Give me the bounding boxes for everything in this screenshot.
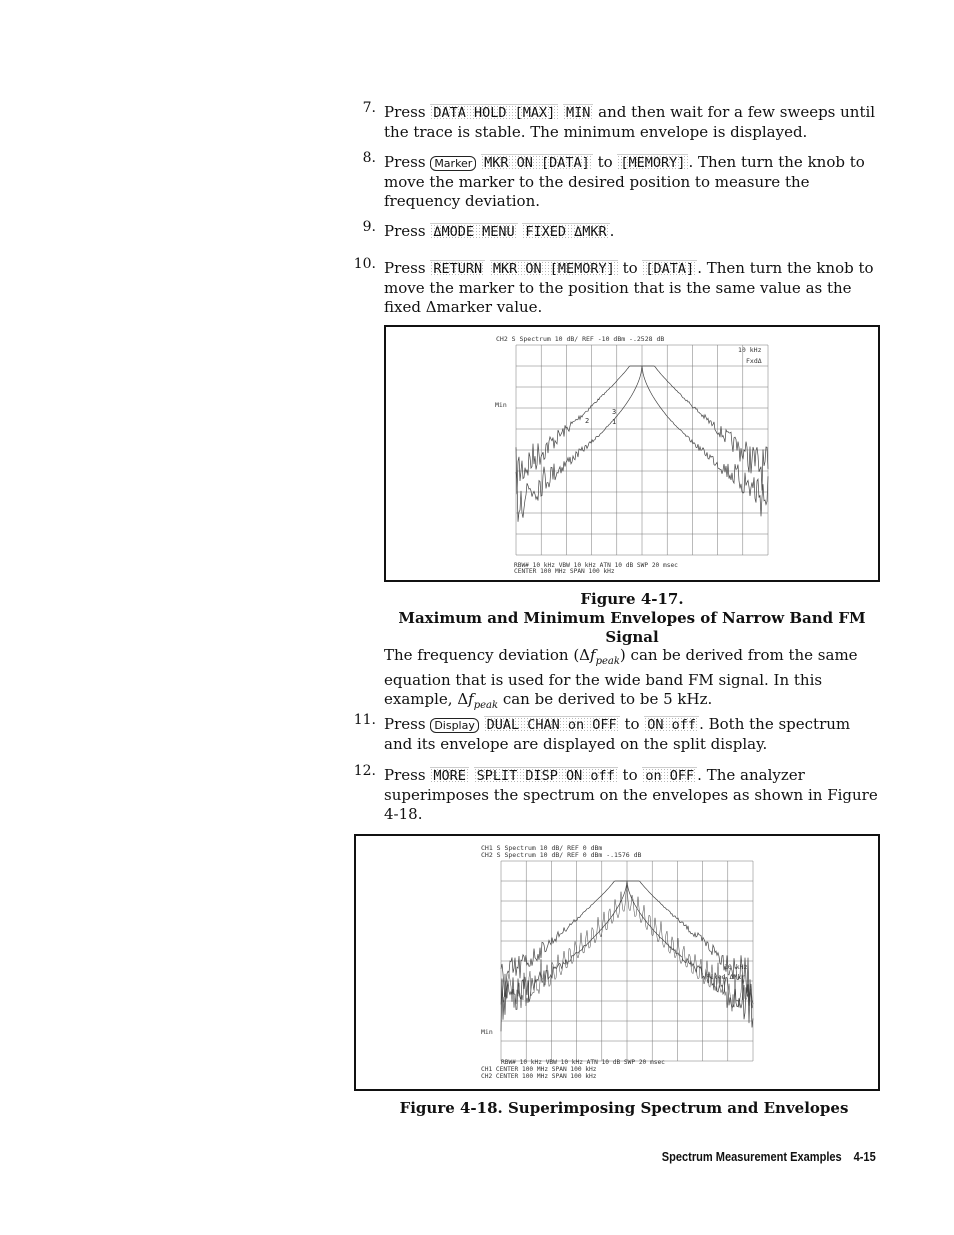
screen-footer-2: CH1 CENTER 100 MHz SPAN 100 kHz [481, 1066, 597, 1073]
delta-mode-menu-softkey: ΔMODE MENU [430, 223, 517, 240]
screen-footer-2: CENTER 100 MHz SPAN 100 kHz [514, 568, 615, 575]
marker-1: 1 [612, 418, 617, 426]
more-softkey: MORE [430, 767, 469, 784]
graticule [516, 345, 768, 555]
step-7: 7. Press DATA HOLD [MAX] MIN and then wait for a few sweeps until the trace is stable. The minimum envelope is displayed. [340, 103, 880, 142]
graticule [501, 861, 753, 1061]
fixed-delta-readout: FxdΔ [746, 357, 762, 365]
memory-softkey: [MEMORY] [617, 154, 688, 171]
step-10: 10. Press RETURN MKR ON [MEMORY] to [DATA] . Then turn the knob to move the marker to the position that is the same value as the fixed Δmarker value. [340, 259, 880, 317]
screen-header-ch2: CH2 S Spectrum 10 dB/ REF 0 dBm -.1576 dB [481, 851, 642, 859]
step-number: 11. [353, 712, 376, 728]
on-off-softkey: on OFF [642, 767, 697, 784]
step-number: 9. [362, 219, 376, 235]
spectrum-display-superimposed [356, 836, 878, 1089]
screen-footer-1: RBW# 10 kHz VBW 10 kHz ATN 10 dB SWP 20 msec [514, 562, 678, 569]
split-disp-softkey: SPLIT DISP ON off [474, 767, 618, 784]
display-hardkey: Display [430, 718, 479, 733]
step-number: 8. [362, 150, 376, 166]
min-label: Min [495, 401, 507, 409]
step-8: 8. Press Marker MKR ON [DATA] to [MEMORY] . Then turn the knob to move the marker to the desired position to measure the frequency deviation. [340, 153, 880, 211]
span-readout: 10 kHz [724, 963, 748, 971]
data-softkey: [DATA] [642, 260, 697, 277]
step-9: 9. Press ΔMODE MENU FIXED ΔMKR . [340, 222, 880, 242]
section-title: Spectrum Measurement Examples [662, 1149, 842, 1164]
data-hold-max-softkey: DATA HOLD [MAX] [430, 104, 558, 121]
span-readout: 10 kHz [738, 346, 762, 354]
marker-hardkey: Marker [430, 156, 476, 171]
step-number: 12. [353, 763, 376, 779]
return-softkey: RETURN [430, 260, 485, 277]
figure-4-18 [354, 834, 880, 1091]
screen-header-ch1: CH1 S Spectrum 10 dB/ REF 0 dBm [481, 844, 603, 852]
frequency-deviation-paragraph: The frequency deviation $(\Delta f_{peak})$ can be derived from the same equation that is used for the wide band FM signal. In this example, $\Delta f_{peak}$ can be derived to be 5 kHz. [384, 646, 858, 711]
min-label: Min [481, 1028, 493, 1036]
screen-header: CH2 S Spectrum 10 dB/ REF -10 dBm -.2528 dB [496, 335, 665, 343]
figure-4-17 [384, 325, 880, 582]
figure-4-17-caption: Figure 4-17. Maximum and Minimum Envelopes of Narrow Band FM Signal [398, 590, 866, 646]
page-number: 4-15 [853, 1149, 876, 1164]
on-off-softkey: ON off [644, 716, 699, 733]
step-number: 7. [362, 100, 376, 116]
step-number: 10. [353, 256, 376, 272]
screen-footer-3: CH2 CENTER 100 MHz SPAN 100 kHz [481, 1073, 597, 1080]
step-11: 11. Press Display DUAL CHAN on OFF to ON off . Both the spectrum and its envelope are displayed on the split display. [340, 715, 880, 754]
step-12: 12. Press MORE SPLIT DISP ON off to on OFF . The analyzer superimposes the spectrum on the envelopes as shown in Figure 4-18. [340, 766, 880, 824]
marker-2: 2 [585, 417, 590, 425]
fixed-delta-readout: Fixed ΔMkr [706, 973, 746, 981]
page-footer [662, 1149, 876, 1164]
dual-chan-softkey: DUAL CHAN on OFF [484, 716, 620, 733]
marker-3: 3 [612, 408, 617, 416]
mkr-on-memory-softkey: MKR ON [MEMORY] [490, 260, 618, 277]
screen-footer-1: RBW# 10 kHz VBW 10 kHz ATN 10 dB SWP 20 msec [501, 1059, 665, 1066]
mkr-on-data-softkey: MKR ON [DATA] [481, 154, 593, 171]
figure-4-18-caption: Figure 4-18. Superimposing Spectrum and Envelopes [399, 1099, 849, 1117]
spectrum-display-narrowband [386, 327, 878, 580]
min-softkey: MIN [563, 104, 593, 121]
fixed-delta-mkr-softkey: FIXED ΔMKR [522, 223, 609, 240]
